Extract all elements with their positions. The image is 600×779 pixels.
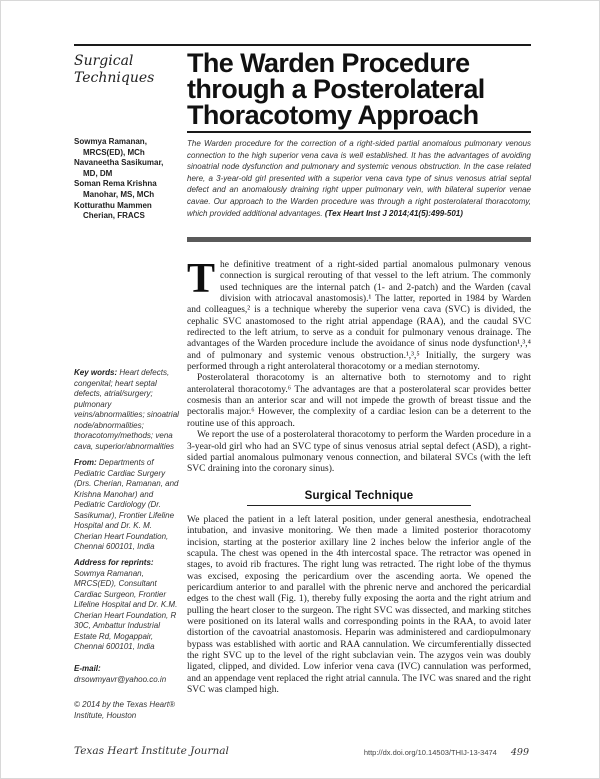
author-list <box>74 137 178 222</box>
body-paragraph: Posterolateral thoracotomy is an alternative both to sternotomy and to right anterolateral thoracotomy.⁶ The advantages are that a posterolateral scar provides better cosmesis than an anterior scar and will not impede the growth of breast tissue and the pectoralis major.⁶ However, the complexity of a cardiac lesion can be a deterrent to the routine use of this approach. <box>187 373 531 429</box>
article-title-line: through a Posterolateral <box>187 74 485 104</box>
keywords-label: Key words: <box>74 368 118 377</box>
article-title-line: Thoracotomy Approach <box>187 100 479 130</box>
paragraph-text: he definitive treatment of a right-sided partial anomalous pulmonary venous connection is surgical rerouting of that vessel to the left atrium. The commonly used techniques are the internal patch (1- and 2-patch) and the Warden (caval division with atriocaval anastomosis).¹ The latter, reported in 1984 by Warden and colleagues,² is a technique whereby the superior vena cava (SVC) is divided, the cephalic SVC anastomosed to the right atrial appendage (RAA), and the caudal SVC redirected to the left atrium, to serve as a conduit for pulmonary venous drainage. The advantages of the Warden procedure include the avoidance of sinus node dysfunction¹,³,⁴ and of pulmonary and systemic venous obstruction.¹,³,⁵ Initially, the surgery was performed through a right anterolateral thoracotomy or a median sternotomy. <box>187 260 531 373</box>
author-name: Soman Rema Krishna Manohar, MS, MCh <box>74 179 157 199</box>
abstract <box>187 138 531 219</box>
body-paragraph: We report the use of a posterolateral thoracotomy to perform the Warden procedure in a 3-year-old girl who had an SVC type of sinus venosus atrial septal defect (ASD), a right-sided partial anomalous pulmonary venous connection, and bilateral SVCs (with the left SVC draining into the coronary sinus). <box>187 430 531 475</box>
article-title-line: The Warden Procedure <box>187 48 470 78</box>
section-label-line: Surgical <box>74 53 134 69</box>
section-label-line: Techniques <box>74 69 155 86</box>
section-heading-wrap <box>187 491 531 506</box>
section-heading: Surgical Technique <box>304 489 414 502</box>
section-heading-rule <box>247 505 471 506</box>
abstract-citation: (Tex Heart Inst J 2014;41(5):499-501) <box>324 208 463 218</box>
article-body <box>187 256 531 696</box>
from-text: Departments of Pediatric Cardiac Surgery (Drs. Cherian, Ramanan, and Krishna Manohar) and Pediatric Cardiology (Dr. Sasikumar), Frontier Lifeline Hospital and Dr. K. M. Cherian Heart Foundation, Chennai 600101, India <box>74 458 179 551</box>
body-paragraph <box>187 256 531 373</box>
title-rule <box>187 131 531 133</box>
abstract-text: The Warden procedure for the correction of a right-sided partial anomalous pulmonary venous connection to the high superior vena cava is well established. It has the advantages of avoiding sinoatrial node dysfunction and pulmonary and systemic venous obstruction. In the case related here, a 3-year-old girl presented with a superior vena cava type of sinus venosus atrial septal defect and an anomalously draining right upper pulmonary vein, with bilateral superior venae cavae. Our approach to the Warden procedure was through a right posterolateral thoracotomy, which provided additional advantages. <box>187 139 531 218</box>
keywords-block <box>74 368 180 452</box>
body-paragraph: We placed the patient in a left lateral position, under general anesthesia, endotracheal intubation, and invasive monitoring. We then made a limited posterior thoracotomy incision, starting at the posterior axillary line 2 inches below the inferior angle of the scapula. The chest was opened in the 4th intercostal space. The retractor was opened in stages, to avoid rib fractures. The right lung was retracted. The right lobe of the thymus was excised, exposing the pericardium over the ascending aorta. We opened the pericardium anterior to and parallel with the phrenic nerve and anchored the pericardial edges to the chest wall (Fig. 1), thereby fully exposing the aorta and the right atrium and pulling the heart closer to the surgeon. The right SVC was dissected, and marking stitches were positioned on its lateral walls and corresponding points in the RAA, to avoid later distortion of the cavoatrial anastomosis. Heparin was administered and cardiopulmonary bypass was established with aortic and RAA cannulation. We circumferentially dissected the right SVC up to the level of the right subclavian vein. The azygos vein was doubly ligated, clipped, and divided. Low inferior vena cava (IVC) cannulation was performed, and an appendage vent replaced the right atrial cannula. The IVC was snared and the right SVC was clamped high. <box>187 514 531 696</box>
article-title <box>187 50 537 128</box>
keywords-text: Heart defects, congenital; heart septal defects, atrial/surgery; pulmonary veins/abnormalities; sinoatrial node/abnormalities; thoracotomy/methods; vena cava, superior/abnormalities <box>74 368 179 451</box>
section-label <box>74 53 184 86</box>
from-block <box>74 458 180 553</box>
reprints-label: Address for reprints: <box>74 558 154 567</box>
section-divider-bar <box>187 237 531 242</box>
reprints-text: Sowmya Ramanan, MRCS(ED), Consultant Cardiac Surgeon, Frontier Lifeline Hospital and Dr. K.M. Cherian Heart Foundation, R 30C, Ambattur Industrial Estate Rd, Mogappair, Chennai 600101, India <box>74 568 178 651</box>
author-name: Sowmya Ramanan, MRCS(ED), MCh <box>74 137 147 157</box>
email-label: E-mail: <box>74 664 101 673</box>
reprints-block <box>74 558 180 653</box>
email-address: drsowmyavr@yahoo.co.in <box>74 674 167 684</box>
from-label: From: <box>74 458 97 467</box>
email-block <box>74 664 180 685</box>
author-name: Navaneetha Sasikumar, MD, DM <box>74 158 164 178</box>
author-name: Kotturathu Mammen Cherian, FRACS <box>74 200 152 221</box>
doi-text: http://dx.doi.org/10.14503/THIJ-13-3474 <box>363 748 497 757</box>
footer-doi-page <box>364 747 529 758</box>
footer-journal-name: Texas Heart Institute Journal <box>74 745 229 757</box>
page-number: 499 <box>510 747 529 758</box>
copyright-notice: © 2014 by the Texas Heart® Institute, Houston <box>74 700 175 720</box>
top-rule <box>74 44 531 46</box>
dropcap: T <box>187 256 216 302</box>
